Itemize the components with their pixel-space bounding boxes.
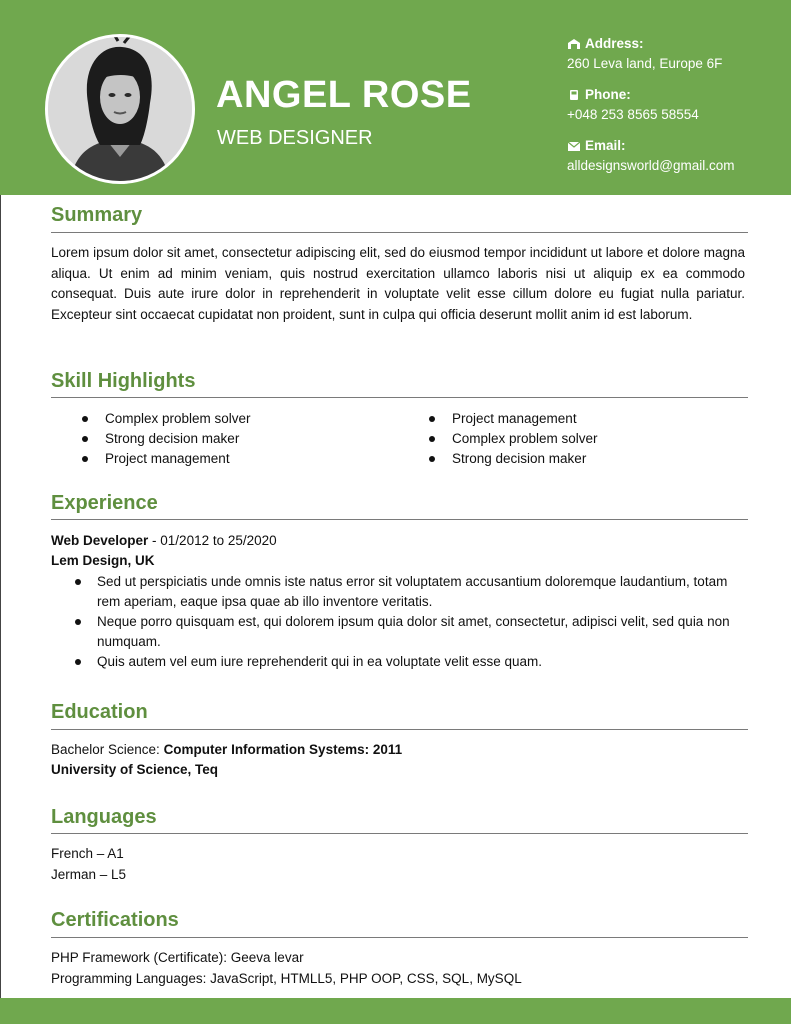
- certification-item: Programming Languages: JavaScript, HTMLL5, PHP OOP, CSS, SQL, MySQL: [51, 971, 522, 986]
- summary-divider: [51, 232, 748, 233]
- list-item: Strong decision maker: [51, 429, 391, 449]
- company-name: Lem Design, UK: [51, 553, 155, 568]
- degree-name: Computer Information Systems: 2011: [163, 742, 403, 757]
- language-item: Jerman – L5: [51, 867, 127, 882]
- list-item: Complex problem solver: [398, 429, 738, 449]
- certification-item: PHP Framework (Certificate): Geeva levar: [51, 950, 304, 965]
- certifications-divider: [51, 937, 748, 938]
- summary-heading: Summary: [51, 204, 143, 226]
- list-item: Sed ut perspiciatis unde omnis iste natus error sit voluptatem accusantium doloremque laudantium, totam rem aperiam, eaque ipsa quae ab illo inventore veritatis.: [51, 572, 751, 612]
- list-item: Complex problem solver: [51, 409, 391, 429]
- phone-icon: [567, 88, 581, 102]
- list-item: Strong decision maker: [398, 449, 738, 469]
- email-value: alldesignsworld@gmail.com: [567, 158, 735, 173]
- skills-heading: Skill Highlights: [51, 370, 196, 392]
- job-title: Web Developer: [51, 533, 149, 548]
- list-item: Quis autem vel eum iure reprehenderit qui in ea voluptate velit esse quam.: [51, 652, 751, 672]
- summary-text: Lorem ipsum dolor sit amet, consectetur adipiscing elit, sed do eiusmod tempor incididunt ut labore et dolore magna aliqua. Ut enim ad minim veniam, quis nostrud exercitation ullamco laboris nisi ut aliquip ex ea commodo consequat. Duis aute irure dolor in reprehenderit in voluptate velit esse cillum dolore eu fugiat nulla pariatur. Excepteur sint occaecat cupidatat non proident, sunt in culpa qui officia deserunt mollit anim id est laborum.: [51, 245, 745, 322]
- degree-prefix: Bachelor Science:: [51, 742, 164, 757]
- experience-heading: Experience: [51, 492, 158, 514]
- languages-divider: [51, 833, 748, 834]
- education-heading: Education: [51, 701, 148, 723]
- portrait-illustration: [48, 37, 192, 181]
- contact-phone: [567, 85, 782, 125]
- skills-list-left: [51, 409, 391, 469]
- candidate-role: WEB DESIGNER: [217, 127, 373, 149]
- address-value: 260 Leva land, Europe 6F: [567, 56, 723, 71]
- experience-bullets: [51, 572, 751, 672]
- contact-address: [567, 34, 782, 74]
- job-line: [51, 531, 745, 552]
- degree-line: [51, 740, 745, 761]
- envelope-icon: [567, 139, 581, 153]
- contact-email: [567, 136, 782, 176]
- list-item: Project management: [398, 409, 738, 429]
- education-divider: [51, 729, 748, 730]
- experience-divider: [51, 519, 748, 520]
- list-item: Project management: [51, 449, 391, 469]
- email-label: Email:: [585, 138, 626, 153]
- phone-value: +048 253 8565 58554: [567, 107, 699, 122]
- skills-divider: [51, 397, 748, 398]
- footer-bar: [0, 998, 791, 1024]
- mailbox-icon: [567, 37, 581, 51]
- school-name: University of Science, Teq: [51, 762, 219, 777]
- languages-heading: Languages: [51, 806, 157, 828]
- address-label: Address:: [585, 36, 644, 51]
- phone-label: Phone:: [585, 87, 631, 102]
- header-banner: [0, 0, 791, 195]
- candidate-name: ANGEL ROSE: [216, 74, 472, 116]
- language-item: French – A1: [51, 846, 124, 861]
- profile-photo: [45, 34, 195, 184]
- job-dates: - 01/2012 to 25/2020: [148, 533, 277, 548]
- skills-list-right: [398, 409, 738, 469]
- list-item: Neque porro quisquam est, qui dolorem ipsum quia dolor sit amet, consectetur, adipisci velit, sed quia non numquam.: [51, 612, 751, 652]
- certifications-heading: Certifications: [51, 909, 179, 931]
